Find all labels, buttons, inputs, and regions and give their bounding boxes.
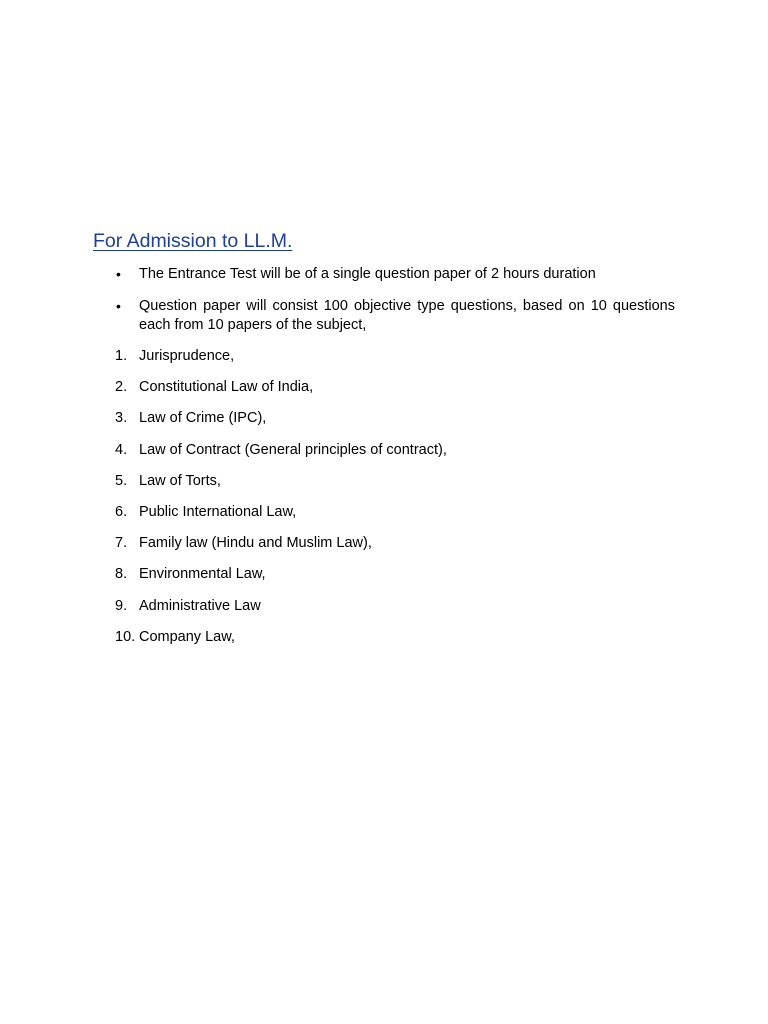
subject-item	[112, 378, 447, 409]
subject-number: 7.	[115, 535, 128, 552]
subject-item	[112, 472, 447, 503]
subject-text: Environmental Law,	[139, 566, 266, 583]
subject-number: 3.	[115, 410, 128, 427]
subject-number: 8.	[115, 566, 128, 583]
subject-item	[112, 409, 447, 440]
section-heading: For Admission to LL.M.	[93, 230, 293, 252]
subject-item	[112, 441, 447, 472]
bullet-item	[112, 265, 675, 285]
bullet-marker: •	[116, 297, 121, 314]
subject-list	[112, 347, 447, 659]
subject-number: 5.	[115, 472, 128, 489]
bullet-text: Question paper will consist 100 objective type questions, based on 10 questions each from 10 papers of the subject,	[139, 297, 675, 333]
bullet-list	[112, 265, 675, 348]
subject-item	[112, 565, 447, 596]
subject-text: Family law (Hindu and Muslim Law),	[139, 535, 372, 552]
subject-text: Public International Law,	[139, 503, 297, 520]
subject-item	[112, 628, 447, 659]
subject-item	[112, 503, 447, 534]
subject-text: Administrative Law	[139, 597, 261, 614]
bullet-marker: •	[116, 266, 121, 282]
subject-item	[112, 597, 447, 628]
subject-text: Jurisprudence,	[139, 348, 235, 364]
subject-text: Constitutional Law of India,	[139, 379, 314, 396]
subject-item	[112, 347, 447, 378]
bullet-text: The Entrance Test will be of a single question paper of 2 hours duration	[139, 266, 596, 282]
bullet-item	[112, 297, 675, 336]
subject-item	[112, 534, 447, 565]
subject-number: 6.	[115, 503, 128, 520]
subject-number: 9.	[115, 597, 128, 614]
subject-text: Law of Torts,	[139, 472, 221, 489]
subject-text: Company Law,	[139, 628, 235, 645]
subject-number: 1.	[115, 348, 128, 364]
subject-text: Law of Crime (IPC),	[139, 410, 267, 427]
subject-text: Law of Contract (General principles of contract),	[139, 441, 447, 458]
subject-number: 2.	[115, 379, 128, 396]
subject-number: 4.	[115, 441, 128, 458]
subject-number: 10.	[115, 628, 136, 645]
